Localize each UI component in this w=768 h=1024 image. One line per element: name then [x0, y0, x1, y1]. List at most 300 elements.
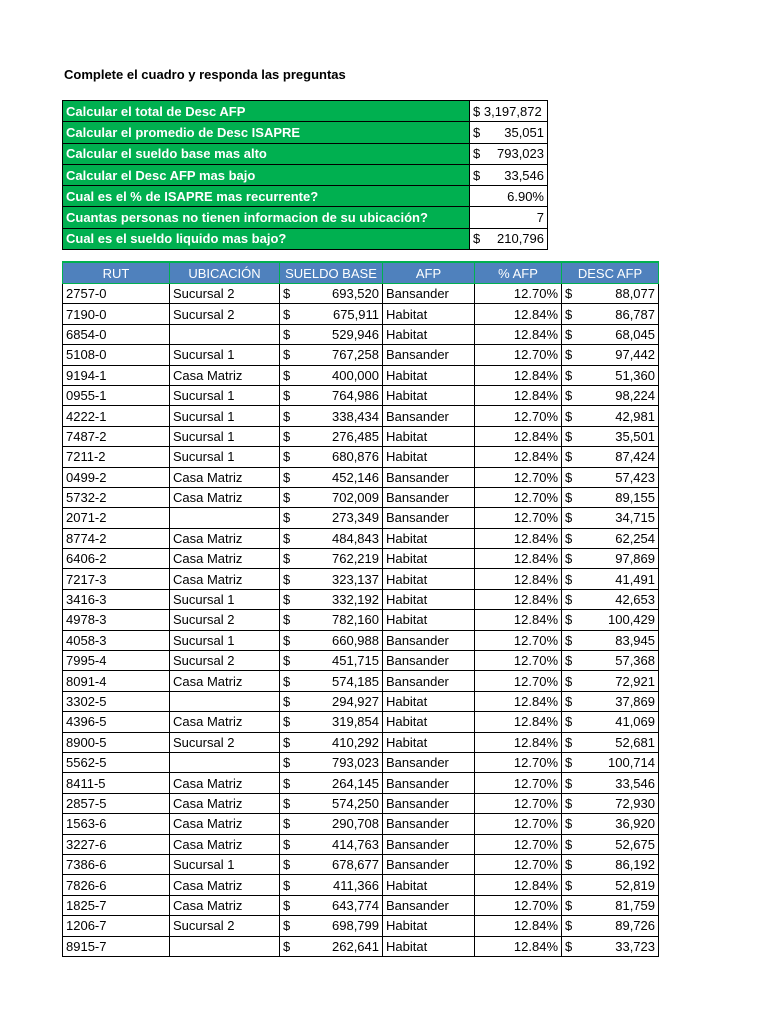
currency-symbol: $ — [565, 367, 573, 383]
desc-afp-cell[interactable] — [562, 793, 659, 813]
desc-afp-cell[interactable] — [562, 834, 659, 854]
money-value — [565, 898, 655, 913]
money-value — [283, 409, 379, 424]
rut-cell[interactable]: 8900-5 — [63, 732, 170, 752]
money-value — [565, 755, 655, 770]
desc-afp-cell[interactable] — [562, 671, 659, 691]
pct-afp-cell[interactable]: 12.84% — [475, 569, 562, 589]
currency-symbol: $ — [565, 551, 573, 567]
ubicacion-cell[interactable]: Sucursal 1 — [170, 589, 280, 609]
desc-afp-cell[interactable] — [562, 365, 659, 385]
pct-afp-cell[interactable]: 12.84% — [475, 549, 562, 569]
afp-cell[interactable]: Bansander — [383, 814, 475, 834]
answer-cell[interactable] — [470, 186, 548, 207]
rut-cell[interactable]: 4396-5 — [63, 712, 170, 732]
afp-cell[interactable]: Habitat — [383, 732, 475, 752]
answer-cell[interactable] — [470, 207, 548, 228]
money-value — [283, 674, 379, 689]
sueldo-base-cell[interactable] — [280, 345, 383, 365]
rut-cell[interactable]: 7211-2 — [63, 447, 170, 467]
pct-afp-cell[interactable]: 12.84% — [475, 732, 562, 752]
pct-afp-cell[interactable]: 12.70% — [475, 467, 562, 487]
rut-cell[interactable]: 8774-2 — [63, 528, 170, 548]
sueldo-base-cell[interactable] — [280, 365, 383, 385]
table-row — [63, 814, 659, 834]
rut-cell[interactable]: 1206-7 — [63, 916, 170, 936]
header-afp[interactable]: AFP — [383, 262, 475, 284]
pct-afp-cell[interactable]: 12.84% — [475, 589, 562, 609]
money-value — [283, 449, 379, 464]
pct-afp-cell[interactable]: 12.84% — [475, 324, 562, 344]
ubicacion-cell[interactable]: Sucursal 2 — [170, 284, 280, 304]
desc-afp-cell[interactable] — [562, 508, 659, 528]
sueldo-amount: 762,219 — [332, 551, 379, 567]
rut-cell[interactable]: 8915-7 — [63, 936, 170, 956]
ubicacion-cell[interactable]: Sucursal 2 — [170, 651, 280, 671]
answer-cell[interactable] — [470, 228, 548, 249]
currency-symbol: $ — [283, 714, 291, 730]
money-value — [565, 286, 655, 301]
afp-cell[interactable]: Habitat — [383, 426, 475, 446]
ubicacion-cell[interactable]: Casa Matriz — [170, 895, 280, 915]
pct-afp-cell[interactable]: 12.70% — [475, 671, 562, 691]
ubicacion-cell[interactable]: Casa Matriz — [170, 365, 280, 385]
currency-symbol: $ — [283, 408, 291, 424]
ubicacion-cell[interactable]: Casa Matriz — [170, 569, 280, 589]
desc-afp-cell[interactable] — [562, 854, 659, 874]
ubicacion-cell[interactable]: Casa Matriz — [170, 834, 280, 854]
afp-cell[interactable]: Bansander — [383, 854, 475, 874]
currency-symbol: $ — [565, 571, 573, 587]
rut-cell[interactable]: 4978-3 — [63, 610, 170, 630]
rut-cell[interactable]: 8411-5 — [63, 773, 170, 793]
header-rut[interactable]: RUT — [63, 262, 170, 284]
desc-afp-cell[interactable] — [562, 385, 659, 405]
afp-cell[interactable]: Habitat — [383, 385, 475, 405]
ubicacion-cell[interactable]: Casa Matriz — [170, 549, 280, 569]
desc-afp-cell[interactable] — [562, 814, 659, 834]
sueldo-base-cell[interactable] — [280, 814, 383, 834]
pct-afp-cell[interactable]: 12.84% — [475, 875, 562, 895]
question-cell[interactable]: Calcular el promedio de Desc ISAPRE — [63, 122, 470, 143]
desc-afp-cell[interactable] — [562, 916, 659, 936]
sueldo-base-cell[interactable] — [280, 834, 383, 854]
sueldo-amount: 680,876 — [332, 449, 379, 465]
pct-afp-cell[interactable]: 12.70% — [475, 773, 562, 793]
desc-afp-cell[interactable] — [562, 284, 659, 304]
pct-afp-cell[interactable]: 12.70% — [475, 630, 562, 650]
answer-cell[interactable] — [470, 143, 548, 164]
rut-cell[interactable]: 3227-6 — [63, 834, 170, 854]
pct-afp-cell[interactable]: 12.70% — [475, 752, 562, 772]
ubicacion-cell[interactable]: Sucursal 1 — [170, 630, 280, 650]
afp-cell[interactable]: Bansander — [383, 467, 475, 487]
question-row — [63, 228, 548, 249]
sueldo-amount: 410,292 — [332, 734, 379, 750]
pct-afp-cell[interactable]: 12.70% — [475, 508, 562, 528]
afp-cell[interactable]: Habitat — [383, 528, 475, 548]
ubicacion-cell[interactable] — [170, 752, 280, 772]
rut-cell[interactable]: 4222-1 — [63, 406, 170, 426]
header-pct-afp[interactable]: % AFP — [475, 262, 562, 284]
currency-symbol: $ — [283, 388, 291, 404]
answer-cell[interactable] — [470, 122, 548, 143]
afp-cell[interactable]: Bansander — [383, 834, 475, 854]
sueldo-base-cell[interactable] — [280, 671, 383, 691]
afp-cell[interactable]: Bansander — [383, 895, 475, 915]
sueldo-base-cell[interactable] — [280, 569, 383, 589]
pct-afp-cell[interactable]: 12.70% — [475, 814, 562, 834]
afp-cell[interactable]: Habitat — [383, 916, 475, 936]
afp-cell[interactable]: Bansander — [383, 630, 475, 650]
ubicacion-cell[interactable]: Casa Matriz — [170, 814, 280, 834]
afp-cell[interactable]: Bansander — [383, 651, 475, 671]
afp-cell[interactable]: Bansander — [383, 752, 475, 772]
desc-amount: 34,715 — [615, 510, 655, 526]
sueldo-base-cell[interactable] — [280, 895, 383, 915]
afp-cell[interactable]: Habitat — [383, 589, 475, 609]
desc-afp-cell[interactable] — [562, 895, 659, 915]
desc-afp-cell[interactable] — [562, 569, 659, 589]
rut-cell[interactable]: 7826-6 — [63, 875, 170, 895]
afp-cell[interactable]: Habitat — [383, 365, 475, 385]
desc-amount: 42,981 — [615, 408, 655, 424]
question-row — [63, 207, 548, 228]
afp-cell[interactable]: Habitat — [383, 936, 475, 956]
sueldo-base-cell[interactable] — [280, 426, 383, 446]
rut-cell[interactable]: 9194-1 — [63, 365, 170, 385]
currency-symbol: $ — [473, 146, 481, 162]
rut-cell[interactable]: 1825-7 — [63, 895, 170, 915]
sueldo-base-cell[interactable] — [280, 528, 383, 548]
afp-cell[interactable]: Habitat — [383, 569, 475, 589]
sueldo-base-cell[interactable] — [280, 549, 383, 569]
ubicacion-cell[interactable] — [170, 508, 280, 528]
pct-afp-cell[interactable]: 12.70% — [475, 895, 562, 915]
currency-symbol: $ — [565, 490, 573, 506]
rut-cell[interactable]: 5108-0 — [63, 345, 170, 365]
desc-amount: 41,069 — [615, 714, 655, 730]
rut-cell[interactable]: 3302-5 — [63, 691, 170, 711]
afp-cell[interactable]: Habitat — [383, 304, 475, 324]
desc-afp-cell[interactable] — [562, 304, 659, 324]
answer-value — [473, 210, 544, 225]
table-row — [63, 487, 659, 507]
rut-cell[interactable]: 5732-2 — [63, 487, 170, 507]
desc-afp-cell[interactable] — [562, 549, 659, 569]
desc-afp-cell[interactable] — [562, 630, 659, 650]
money-value — [565, 714, 655, 729]
pct-afp-cell[interactable]: 12.70% — [475, 651, 562, 671]
pct-afp-cell[interactable]: 12.70% — [475, 487, 562, 507]
rut-cell[interactable]: 7487-2 — [63, 426, 170, 446]
answer-number: 210,796 — [497, 231, 544, 247]
answer-value — [473, 168, 544, 183]
question-cell[interactable]: Calcular el sueldo base mas alto — [63, 143, 470, 164]
sueldo-base-cell[interactable] — [280, 691, 383, 711]
sueldo-base-cell[interactable] — [280, 651, 383, 671]
pct-afp-cell[interactable]: 12.84% — [475, 447, 562, 467]
desc-afp-cell[interactable] — [562, 447, 659, 467]
sueldo-amount: 451,715 — [332, 653, 379, 669]
desc-afp-cell[interactable] — [562, 528, 659, 548]
sueldo-amount: 262,641 — [332, 938, 379, 954]
pct-afp-cell[interactable]: 12.70% — [475, 793, 562, 813]
rut-cell[interactable]: 7995-4 — [63, 651, 170, 671]
desc-amount: 100,429 — [608, 612, 655, 628]
currency-symbol: $ — [283, 653, 291, 669]
desc-afp-cell[interactable] — [562, 426, 659, 446]
pct-afp-cell[interactable]: 12.84% — [475, 304, 562, 324]
sueldo-base-cell[interactable] — [280, 793, 383, 813]
sueldo-base-cell[interactable] — [280, 916, 383, 936]
sueldo-base-cell[interactable] — [280, 447, 383, 467]
rut-cell[interactable]: 5562-5 — [63, 752, 170, 772]
money-value — [565, 653, 655, 668]
sueldo-amount: 702,009 — [332, 490, 379, 506]
money-value — [283, 796, 379, 811]
rut-cell[interactable]: 7190-0 — [63, 304, 170, 324]
desc-afp-cell[interactable] — [562, 712, 659, 732]
money-value — [283, 939, 379, 954]
rut-cell[interactable]: 6406-2 — [63, 549, 170, 569]
header-ubicacion[interactable]: UBICACIÓN — [170, 262, 280, 284]
question-cell[interactable]: Cual es el % de ISAPRE mas recurrente? — [63, 186, 470, 207]
desc-afp-cell[interactable] — [562, 752, 659, 772]
desc-afp-cell[interactable] — [562, 691, 659, 711]
currency-symbol: $ — [565, 632, 573, 648]
desc-afp-cell[interactable] — [562, 467, 659, 487]
rut-cell[interactable]: 4058-3 — [63, 630, 170, 650]
sueldo-base-cell[interactable] — [280, 406, 383, 426]
pct-afp-cell[interactable]: 12.84% — [475, 385, 562, 405]
question-cell[interactable]: Calcular el Desc AFP mas bajo — [63, 164, 470, 185]
money-value — [283, 776, 379, 791]
sueldo-base-cell[interactable] — [280, 854, 383, 874]
afp-cell[interactable]: Habitat — [383, 447, 475, 467]
currency-symbol: $ — [283, 490, 291, 506]
sueldo-base-cell[interactable] — [280, 630, 383, 650]
answer-cell[interactable] — [470, 101, 548, 122]
desc-afp-cell[interactable] — [562, 487, 659, 507]
table-row — [63, 793, 659, 813]
afp-cell[interactable]: Bansander — [383, 671, 475, 691]
ubicacion-cell[interactable]: Sucursal 2 — [170, 304, 280, 324]
desc-afp-cell[interactable] — [562, 345, 659, 365]
ubicacion-cell[interactable]: Casa Matriz — [170, 671, 280, 691]
header-desc-afp[interactable]: DESC AFP — [562, 262, 659, 284]
rut-cell[interactable]: 2857-5 — [63, 793, 170, 813]
answer-cell[interactable] — [470, 164, 548, 185]
table-row — [63, 712, 659, 732]
ubicacion-cell[interactable] — [170, 324, 280, 344]
rut-cell[interactable]: 1563-6 — [63, 814, 170, 834]
rut-cell[interactable]: 7386-6 — [63, 854, 170, 874]
sueldo-base-cell[interactable] — [280, 589, 383, 609]
money-value — [283, 307, 379, 322]
afp-cell[interactable]: Habitat — [383, 691, 475, 711]
ubicacion-cell[interactable]: Casa Matriz — [170, 773, 280, 793]
pct-afp-cell[interactable]: 12.84% — [475, 712, 562, 732]
money-value — [283, 347, 379, 362]
table-row — [63, 691, 659, 711]
pct-afp-cell[interactable]: 12.84% — [475, 426, 562, 446]
question-cell[interactable]: Calcular el total de Desc AFP — [63, 101, 470, 122]
sueldo-amount: 414,763 — [332, 836, 379, 852]
pct-afp-cell[interactable]: 12.70% — [475, 284, 562, 304]
ubicacion-cell[interactable]: Casa Matriz — [170, 487, 280, 507]
pct-afp-cell[interactable]: 12.70% — [475, 854, 562, 874]
rut-cell[interactable]: 3416-3 — [63, 589, 170, 609]
afp-cell[interactable]: Bansander — [383, 345, 475, 365]
sueldo-amount: 323,137 — [332, 571, 379, 587]
pct-afp-cell[interactable]: 12.70% — [475, 345, 562, 365]
rut-cell[interactable]: 2071-2 — [63, 508, 170, 528]
question-cell[interactable]: Cual es el sueldo liquido mas bajo? — [63, 228, 470, 249]
money-value — [283, 388, 379, 403]
pct-afp-cell[interactable]: 12.84% — [475, 610, 562, 630]
question-cell[interactable]: Cuantas personas no tienen informacion de su ubicación? — [63, 207, 470, 228]
desc-afp-cell[interactable] — [562, 324, 659, 344]
pct-afp-cell[interactable]: 12.84% — [475, 691, 562, 711]
desc-amount: 33,546 — [615, 775, 655, 791]
sueldo-base-cell[interactable] — [280, 610, 383, 630]
sueldo-base-cell[interactable] — [280, 936, 383, 956]
header-row — [63, 262, 659, 284]
rut-cell[interactable]: 2757-0 — [63, 284, 170, 304]
currency-symbol: $ — [565, 714, 573, 730]
sueldo-base-cell[interactable] — [280, 752, 383, 772]
question-row — [63, 164, 548, 185]
money-value — [565, 449, 655, 464]
pct-afp-cell[interactable]: 12.70% — [475, 834, 562, 854]
money-value — [283, 694, 379, 709]
desc-amount: 36,920 — [615, 816, 655, 832]
sueldo-base-cell[interactable] — [280, 875, 383, 895]
ubicacion-cell[interactable]: Sucursal 1 — [170, 406, 280, 426]
table-row — [63, 630, 659, 650]
sueldo-base-cell[interactable] — [280, 385, 383, 405]
money-value — [565, 490, 655, 505]
money-value — [565, 551, 655, 566]
afp-cell[interactable]: Bansander — [383, 773, 475, 793]
ubicacion-cell[interactable]: Sucursal 1 — [170, 385, 280, 405]
money-value — [283, 429, 379, 444]
afp-cell[interactable]: Bansander — [383, 793, 475, 813]
rut-cell[interactable]: 6854-0 — [63, 324, 170, 344]
ubicacion-cell[interactable] — [170, 691, 280, 711]
ubicacion-cell[interactable]: Sucursal 2 — [170, 610, 280, 630]
sueldo-base-cell[interactable] — [280, 712, 383, 732]
sueldo-base-cell[interactable] — [280, 284, 383, 304]
question-row — [63, 101, 548, 122]
sueldo-base-cell[interactable] — [280, 324, 383, 344]
currency-symbol: $ — [283, 877, 291, 893]
table-row — [63, 916, 659, 936]
sueldo-base-cell[interactable] — [280, 732, 383, 752]
desc-afp-cell[interactable] — [562, 936, 659, 956]
ubicacion-cell[interactable]: Casa Matriz — [170, 875, 280, 895]
ubicacion-cell[interactable]: Casa Matriz — [170, 467, 280, 487]
ubicacion-cell[interactable]: Casa Matriz — [170, 712, 280, 732]
afp-cell[interactable]: Habitat — [383, 324, 475, 344]
currency-symbol: $ — [283, 469, 291, 485]
money-value — [565, 510, 655, 525]
currency-symbol: $ — [565, 755, 573, 771]
sueldo-base-cell[interactable] — [280, 304, 383, 324]
ubicacion-cell[interactable]: Casa Matriz — [170, 793, 280, 813]
rut-cell[interactable]: 0955-1 — [63, 385, 170, 405]
sueldo-amount: 782,160 — [332, 612, 379, 628]
desc-amount: 42,653 — [615, 592, 655, 608]
ubicacion-cell[interactable]: Sucursal 1 — [170, 426, 280, 446]
afp-cell[interactable]: Habitat — [383, 875, 475, 895]
table-row — [63, 589, 659, 609]
answer-number: 793,023 — [497, 146, 544, 162]
pct-afp-cell[interactable]: 12.84% — [475, 365, 562, 385]
desc-afp-cell[interactable] — [562, 610, 659, 630]
desc-amount: 72,930 — [615, 795, 655, 811]
sueldo-base-cell[interactable] — [280, 467, 383, 487]
rut-cell[interactable]: 0499-2 — [63, 467, 170, 487]
afp-cell[interactable]: Bansander — [383, 508, 475, 528]
desc-afp-cell[interactable] — [562, 773, 659, 793]
money-value — [565, 592, 655, 607]
ubicacion-cell[interactable]: Sucursal 2 — [170, 916, 280, 936]
desc-afp-cell[interactable] — [562, 651, 659, 671]
answer-number: 3,197,872 — [483, 103, 542, 119]
desc-afp-cell[interactable] — [562, 406, 659, 426]
afp-cell[interactable]: Bansander — [383, 406, 475, 426]
question-row — [63, 122, 548, 143]
pct-afp-cell[interactable]: 12.70% — [475, 406, 562, 426]
afp-cell[interactable]: Habitat — [383, 712, 475, 732]
currency-symbol: $ — [283, 367, 291, 383]
afp-cell[interactable]: Habitat — [383, 549, 475, 569]
money-value — [565, 796, 655, 811]
pct-afp-cell[interactable]: 12.84% — [475, 916, 562, 936]
employee-data-table — [62, 261, 659, 957]
sueldo-base-cell[interactable] — [280, 508, 383, 528]
ubicacion-cell[interactable]: Sucursal 1 — [170, 854, 280, 874]
sueldo-amount: 452,146 — [332, 469, 379, 485]
ubicacion-cell[interactable]: Sucursal 2 — [170, 732, 280, 752]
header-sueldo-base[interactable]: SUELDO BASE — [280, 262, 383, 284]
ubicacion-cell[interactable]: Sucursal 1 — [170, 447, 280, 467]
pct-afp-cell[interactable]: 12.84% — [475, 528, 562, 548]
desc-afp-cell[interactable] — [562, 732, 659, 752]
table-row — [63, 385, 659, 405]
answer-number: 7 — [536, 210, 544, 226]
afp-cell[interactable]: Habitat — [383, 610, 475, 630]
currency-symbol: $ — [565, 877, 573, 893]
afp-cell[interactable]: Bansander — [383, 284, 475, 304]
afp-cell[interactable]: Bansander — [383, 487, 475, 507]
sueldo-base-cell[interactable] — [280, 773, 383, 793]
pct-afp-cell[interactable]: 12.84% — [475, 936, 562, 956]
desc-afp-cell[interactable] — [562, 875, 659, 895]
ubicacion-cell[interactable]: Casa Matriz — [170, 528, 280, 548]
currency-symbol: $ — [565, 775, 573, 791]
desc-amount: 98,224 — [615, 388, 655, 404]
desc-afp-cell[interactable] — [562, 589, 659, 609]
table-row — [63, 732, 659, 752]
ubicacion-cell[interactable] — [170, 936, 280, 956]
sueldo-base-cell[interactable] — [280, 487, 383, 507]
rut-cell[interactable]: 8091-4 — [63, 671, 170, 691]
rut-cell[interactable]: 7217-3 — [63, 569, 170, 589]
ubicacion-cell[interactable]: Sucursal 1 — [170, 345, 280, 365]
